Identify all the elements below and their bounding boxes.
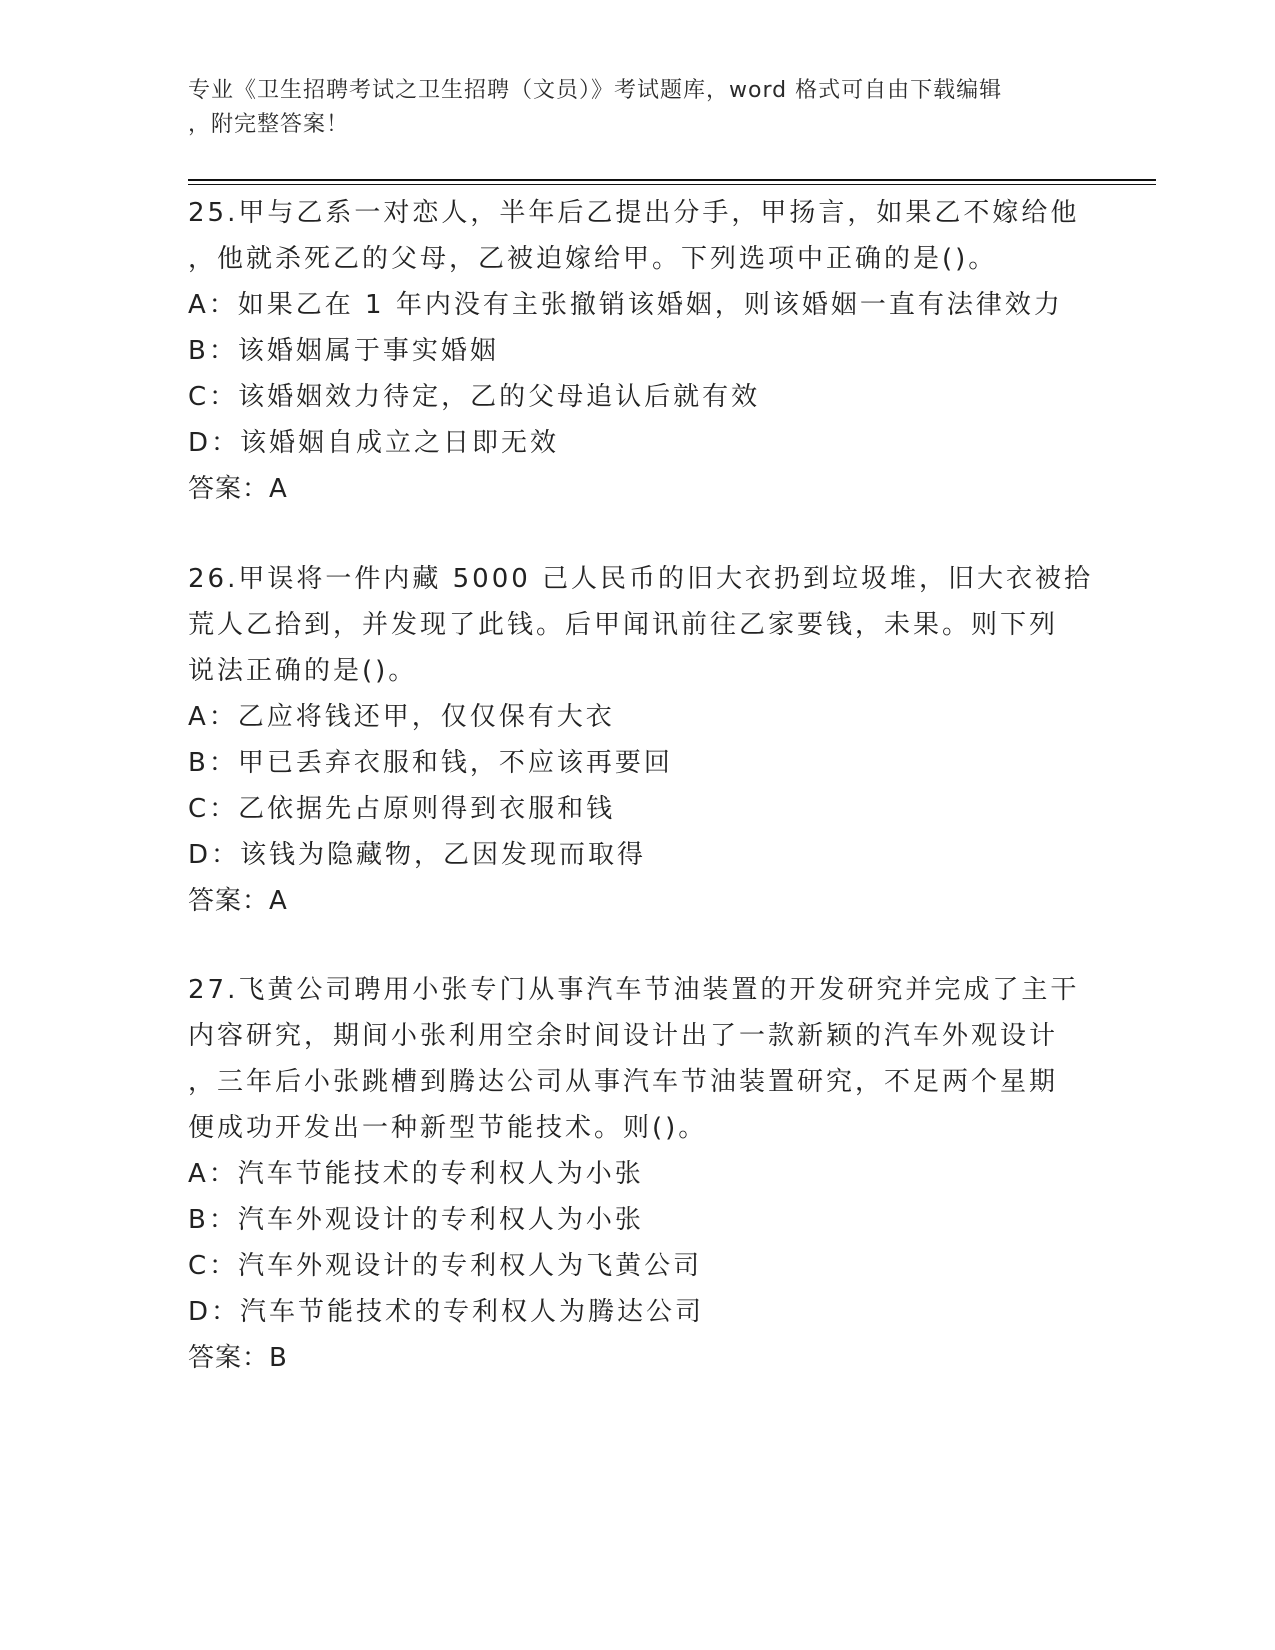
header-line-2: ，附完整答案！ bbox=[188, 112, 350, 137]
option-c: C：该婚姻效力待定，乙的父母追认后就有效 bbox=[188, 382, 761, 412]
question-stem-line: 说法正确的是()。 bbox=[188, 656, 418, 686]
option-c: C：汽车外观设计的专利权人为飞黄公司 bbox=[188, 1251, 703, 1281]
header-line-1: 专业《卫生招聘考试之卫生招聘（文员）》考试题库，word 格式可自由下载编辑 bbox=[188, 78, 1003, 103]
option-d: D：该钱为隐藏物，乙因发现而取得 bbox=[188, 840, 647, 870]
option-d: D：该婚姻自成立之日即无效 bbox=[188, 428, 560, 458]
option-b: B：该婚姻属于事实婚姻 bbox=[188, 336, 499, 366]
header-divider-thick bbox=[188, 179, 1156, 181]
answer-label: 答案：B bbox=[188, 1343, 288, 1373]
option-b: B：甲已丢弃衣服和钱，不应该再要回 bbox=[188, 748, 673, 778]
question-stem-line: 27.飞黄公司聘用小张专门从事汽车节油装置的开发研究并完成了主干 bbox=[188, 975, 1080, 1005]
question-stem-line: ，他就杀死乙的父母，乙被迫嫁给甲。下列选项中正确的是()。 bbox=[188, 244, 998, 274]
question-stem-line: ，三年后小张跳槽到腾达公司从事汽车节油装置研究，不足两个星期 bbox=[188, 1067, 1059, 1097]
document-header bbox=[188, 74, 1088, 142]
option-a: A：乙应将钱还甲，仅仅保有大衣 bbox=[188, 702, 615, 732]
answer-label: 答案：A bbox=[188, 474, 288, 504]
option-c: C：乙依据先占原则得到衣服和钱 bbox=[188, 794, 616, 824]
question-stem-line: 25.甲与乙系一对恋人，半年后乙提出分手，甲扬言，如果乙不嫁给他 bbox=[188, 198, 1080, 228]
question-27 bbox=[188, 967, 1088, 1381]
question-stem-line: 荒人乙拾到，并发现了此钱。后甲闻讯前往乙家要钱，未果。则下列 bbox=[188, 610, 1059, 640]
header-divider-thin bbox=[188, 184, 1156, 185]
answer-label: 答案：A bbox=[188, 886, 288, 916]
option-a: A：汽车节能技术的专利权人为小张 bbox=[188, 1159, 644, 1189]
question-25 bbox=[188, 190, 1088, 512]
question-26 bbox=[188, 556, 1094, 924]
question-stem-line: 内容研究，期间小张利用空余时间设计出了一款新颖的汽车外观设计 bbox=[188, 1021, 1059, 1051]
option-d: D：汽车节能技术的专利权人为腾达公司 bbox=[188, 1297, 705, 1327]
option-b: B：汽车外观设计的专利权人为小张 bbox=[188, 1205, 644, 1235]
option-a: A：如果乙在 1 年内没有主张撤销该婚姻，则该婚姻一直有法律效力 bbox=[188, 290, 1063, 320]
question-stem-line: 26.甲误将一件内藏 5000 己人民币的旧大衣扔到垃圾堆，旧大衣被拾 bbox=[188, 564, 1094, 594]
question-stem-line: 便成功开发出一种新型节能技术。则()。 bbox=[188, 1113, 708, 1143]
